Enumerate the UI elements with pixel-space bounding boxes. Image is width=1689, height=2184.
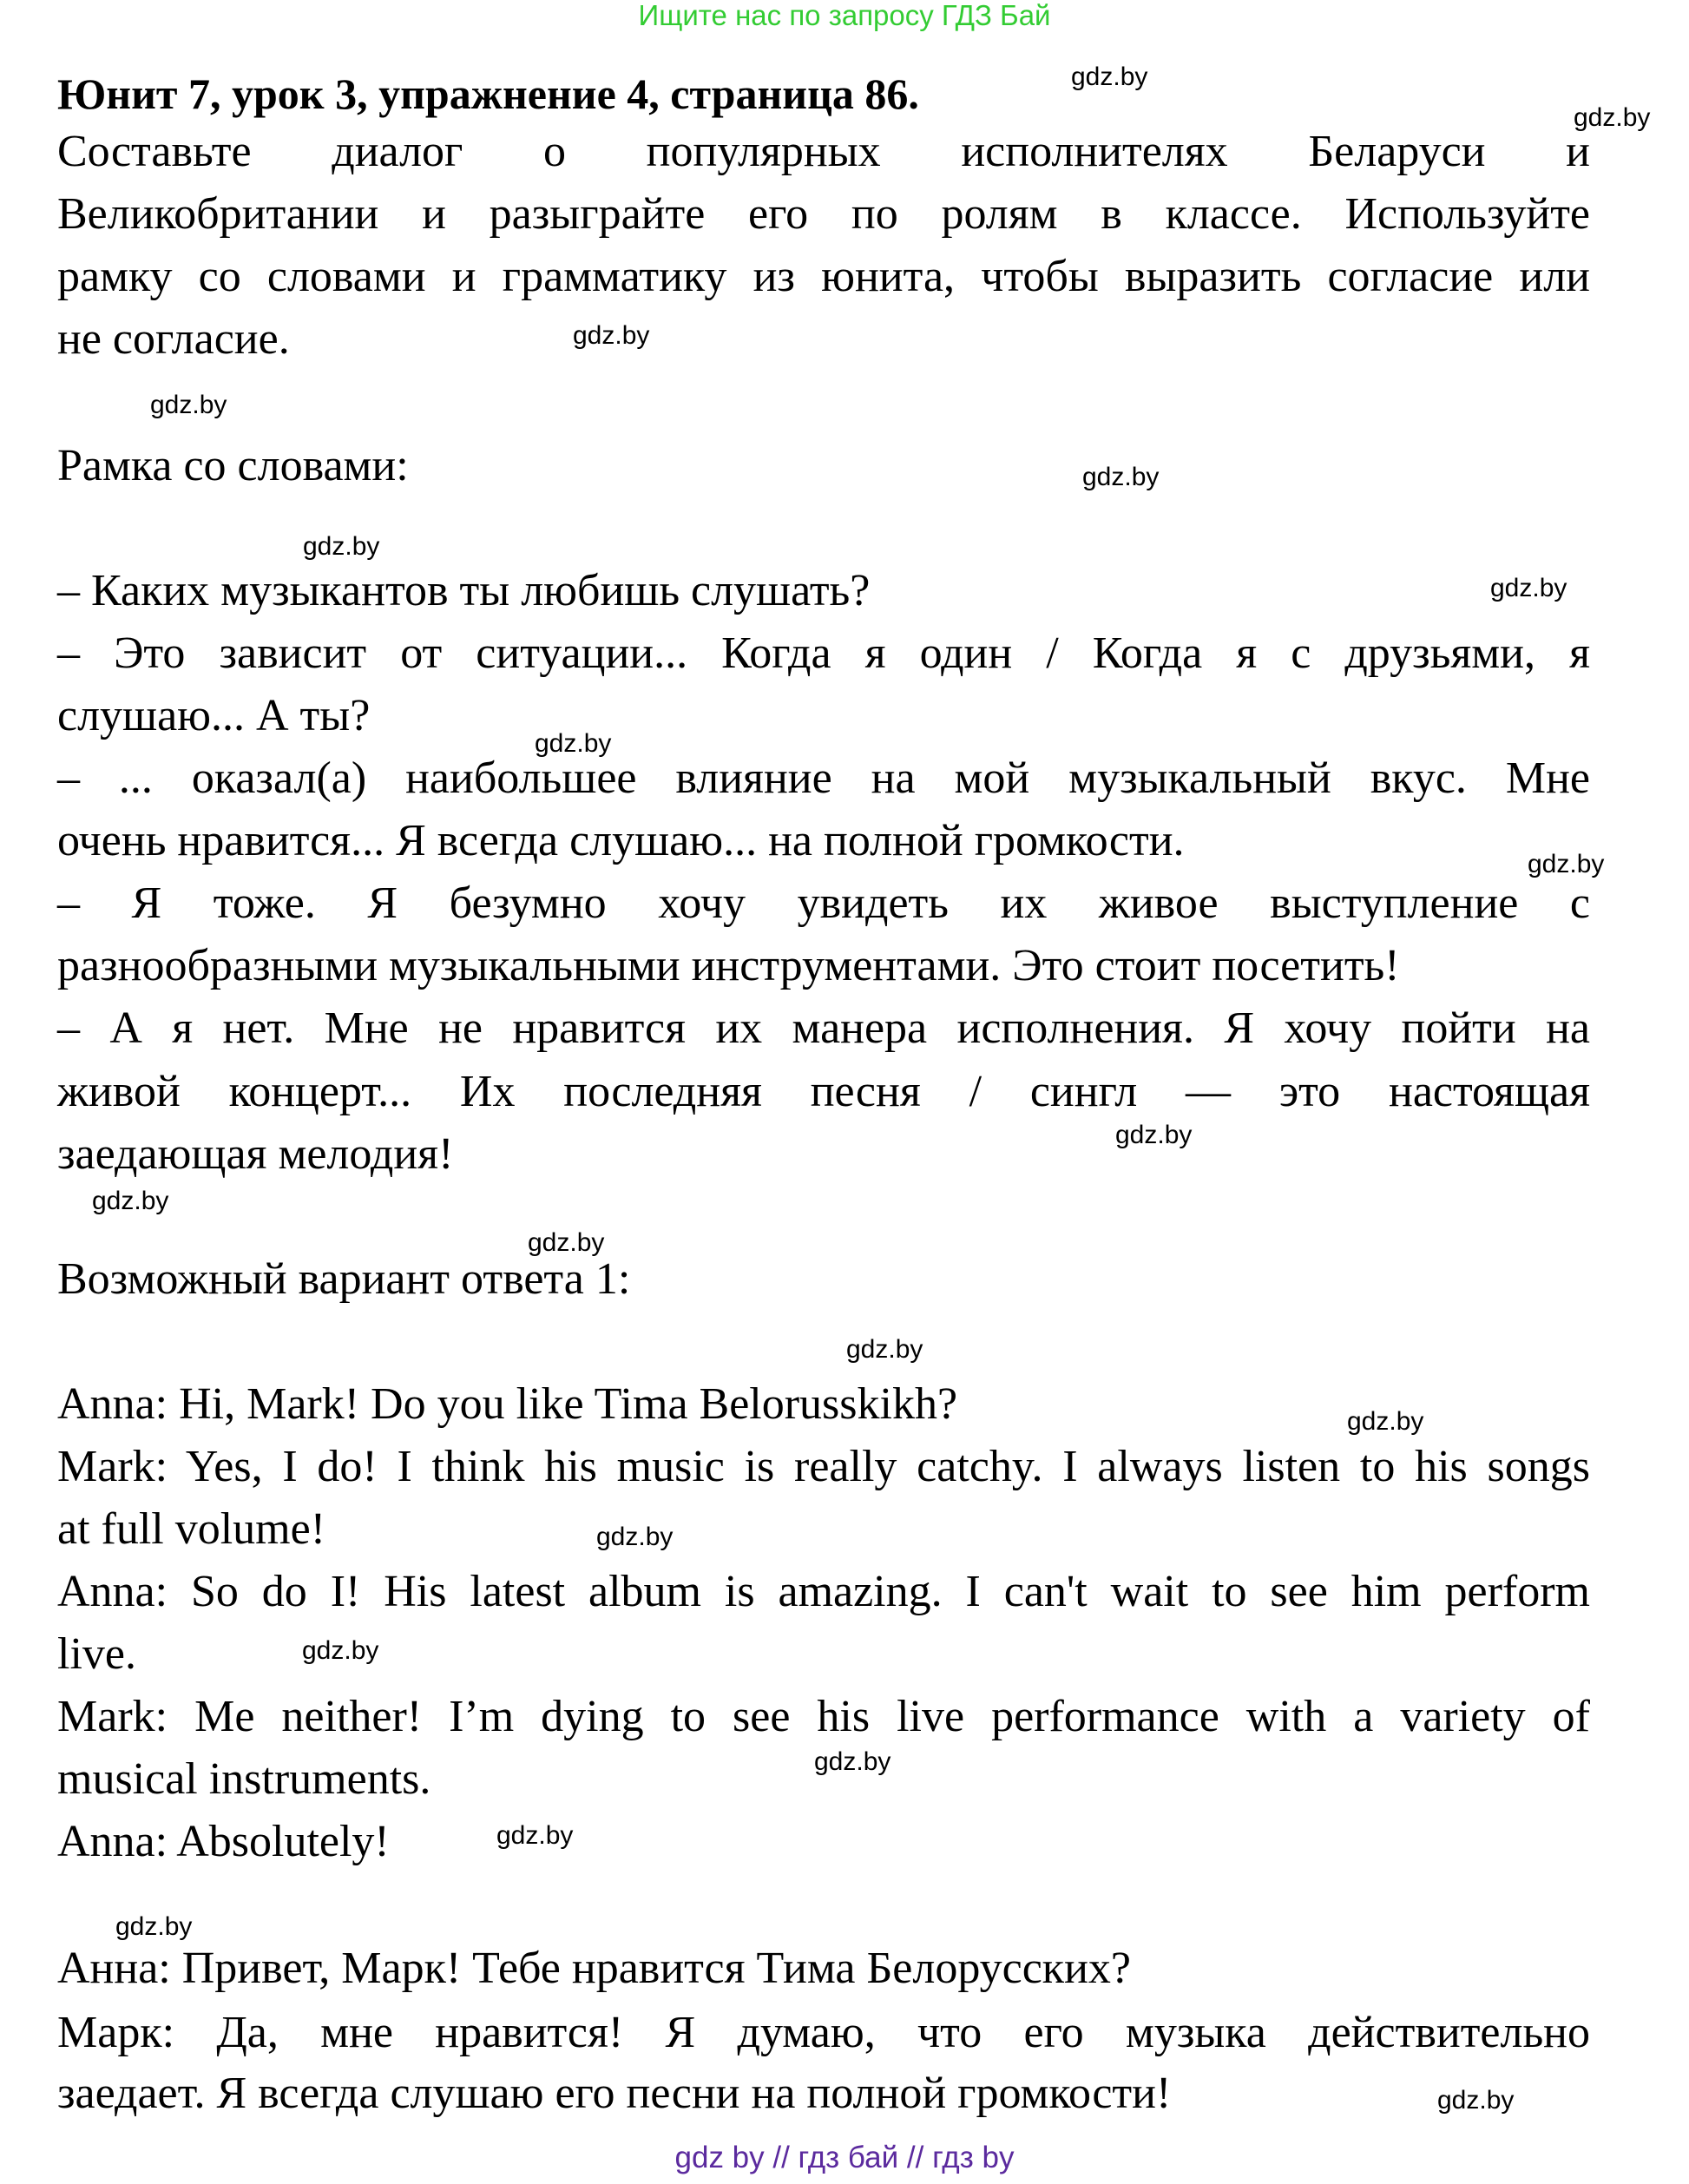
watermark-gdz: gdz.by [535,729,612,758]
page-title: Юнит 7, урок 3, упражнение 4, страница 86. [57,69,919,118]
watermark-gdz: gdz.by [1437,2086,1515,2115]
dialog-line-ru: Анна: Привет, Марк! Тебе нравится Тима Белорусских? [57,1944,1131,1993]
dialog-line-en: Mark: Yes, I do! I think his music is really catchy. I always listen to his songs [57,1442,1590,1491]
dialog-line-en: musical instruments. [57,1754,431,1804]
watermark-gdz: gdz.by [303,532,380,561]
watermark-gdz: gdz.by [1528,850,1605,878]
watermark-gdz: gdz.by [496,1821,574,1850]
word-frame-line: очень нравится... Я всегда слушаю... на полной громкости. [57,816,1185,865]
task-line: рамку со словами и грамматику из юнита, чтобы выразить согласие или [57,252,1590,301]
word-frame-line: – ... оказал(а) наибольшее влияние на мой музыкальный вкус. Мне [57,753,1590,803]
dialog-line-ru: заедает. Я всегда слушаю его песни на полной громкости! [57,2069,1172,2118]
word-frame-line: – Каких музыкантов ты любишь слушать? [57,566,871,615]
dialog-line-en: at full volume! [57,1504,326,1554]
watermark-gdz: gdz.by [302,1636,379,1665]
dialog-line-en: live. [57,1629,136,1679]
dialog-line-en: Mark: Me neither! I’m dying to see his live performance with a variety of [57,1692,1590,1741]
watermark-gdz: gdz.by [150,391,227,419]
word-frame-line: живой концерт... Их последняя песня / сингл — это настоящая [57,1067,1590,1116]
footer-links: gdz by // гдз бай // гдз by [674,2141,1015,2174]
task-line: Составьте диалог о популярных исполнителях Беларуси и [57,127,1590,176]
dialog-line-en: Anna: So do I! His latest album is amazing. I can't wait to see him perform [57,1567,1590,1616]
word-frame-line: заедающая мелодия! [57,1129,454,1179]
word-frame-heading: Рамка со словами: [57,441,409,490]
watermark-gdz: gdz.by [92,1187,169,1215]
watermark-gdz: gdz.by [1347,1407,1424,1436]
dialog-line-ru: Марк: Да, мне нравится! Я думаю, что его музыка действительно [57,2008,1590,2057]
watermark-gdz: gdz.by [846,1335,923,1364]
word-frame-line: – А я нет. Мне не нравится их манера исполнения. Я хочу пойти на [57,1003,1590,1053]
word-frame-line: – Это зависит от ситуации... Когда я один / Когда я с друзьями, я [57,628,1590,678]
word-frame-line: слушаю... А ты? [57,691,371,740]
watermark-gdz: gdz.by [1115,1121,1193,1149]
watermark-gdz: gdz.by [1082,463,1160,491]
task-line: не согласие. [57,314,290,364]
watermark-gdz: gdz.by [1071,62,1148,91]
dialog-line-en: Anna: Absolutely! [57,1817,390,1866]
dialog-line-en: Anna: Hi, Mark! Do you like Tima Belorusskikh? [57,1379,958,1429]
watermark-gdz: gdz.by [596,1523,674,1551]
answer-heading: Возможный вариант ответа 1: [57,1254,631,1304]
top-search-banner: Ищите нас по запросу ГДЗ Бай [638,0,1051,31]
watermark-gdz: gdz.by [1490,574,1567,602]
watermark-gdz: gdz.by [1574,103,1651,132]
word-frame-line: – Я тоже. Я безумно хочу увидеть их живое выступление с [57,878,1590,928]
word-frame-line: разнообразными музыкальными инструментами. Это стоит посетить! [57,941,1400,990]
watermark-gdz: gdz.by [115,1912,193,1941]
task-line: Великобритании и разыграйте его по ролям в классе. Используйте [57,189,1590,239]
watermark-gdz: gdz.by [573,321,650,350]
watermark-gdz: gdz.by [528,1228,605,1257]
watermark-gdz: gdz.by [814,1747,891,1776]
